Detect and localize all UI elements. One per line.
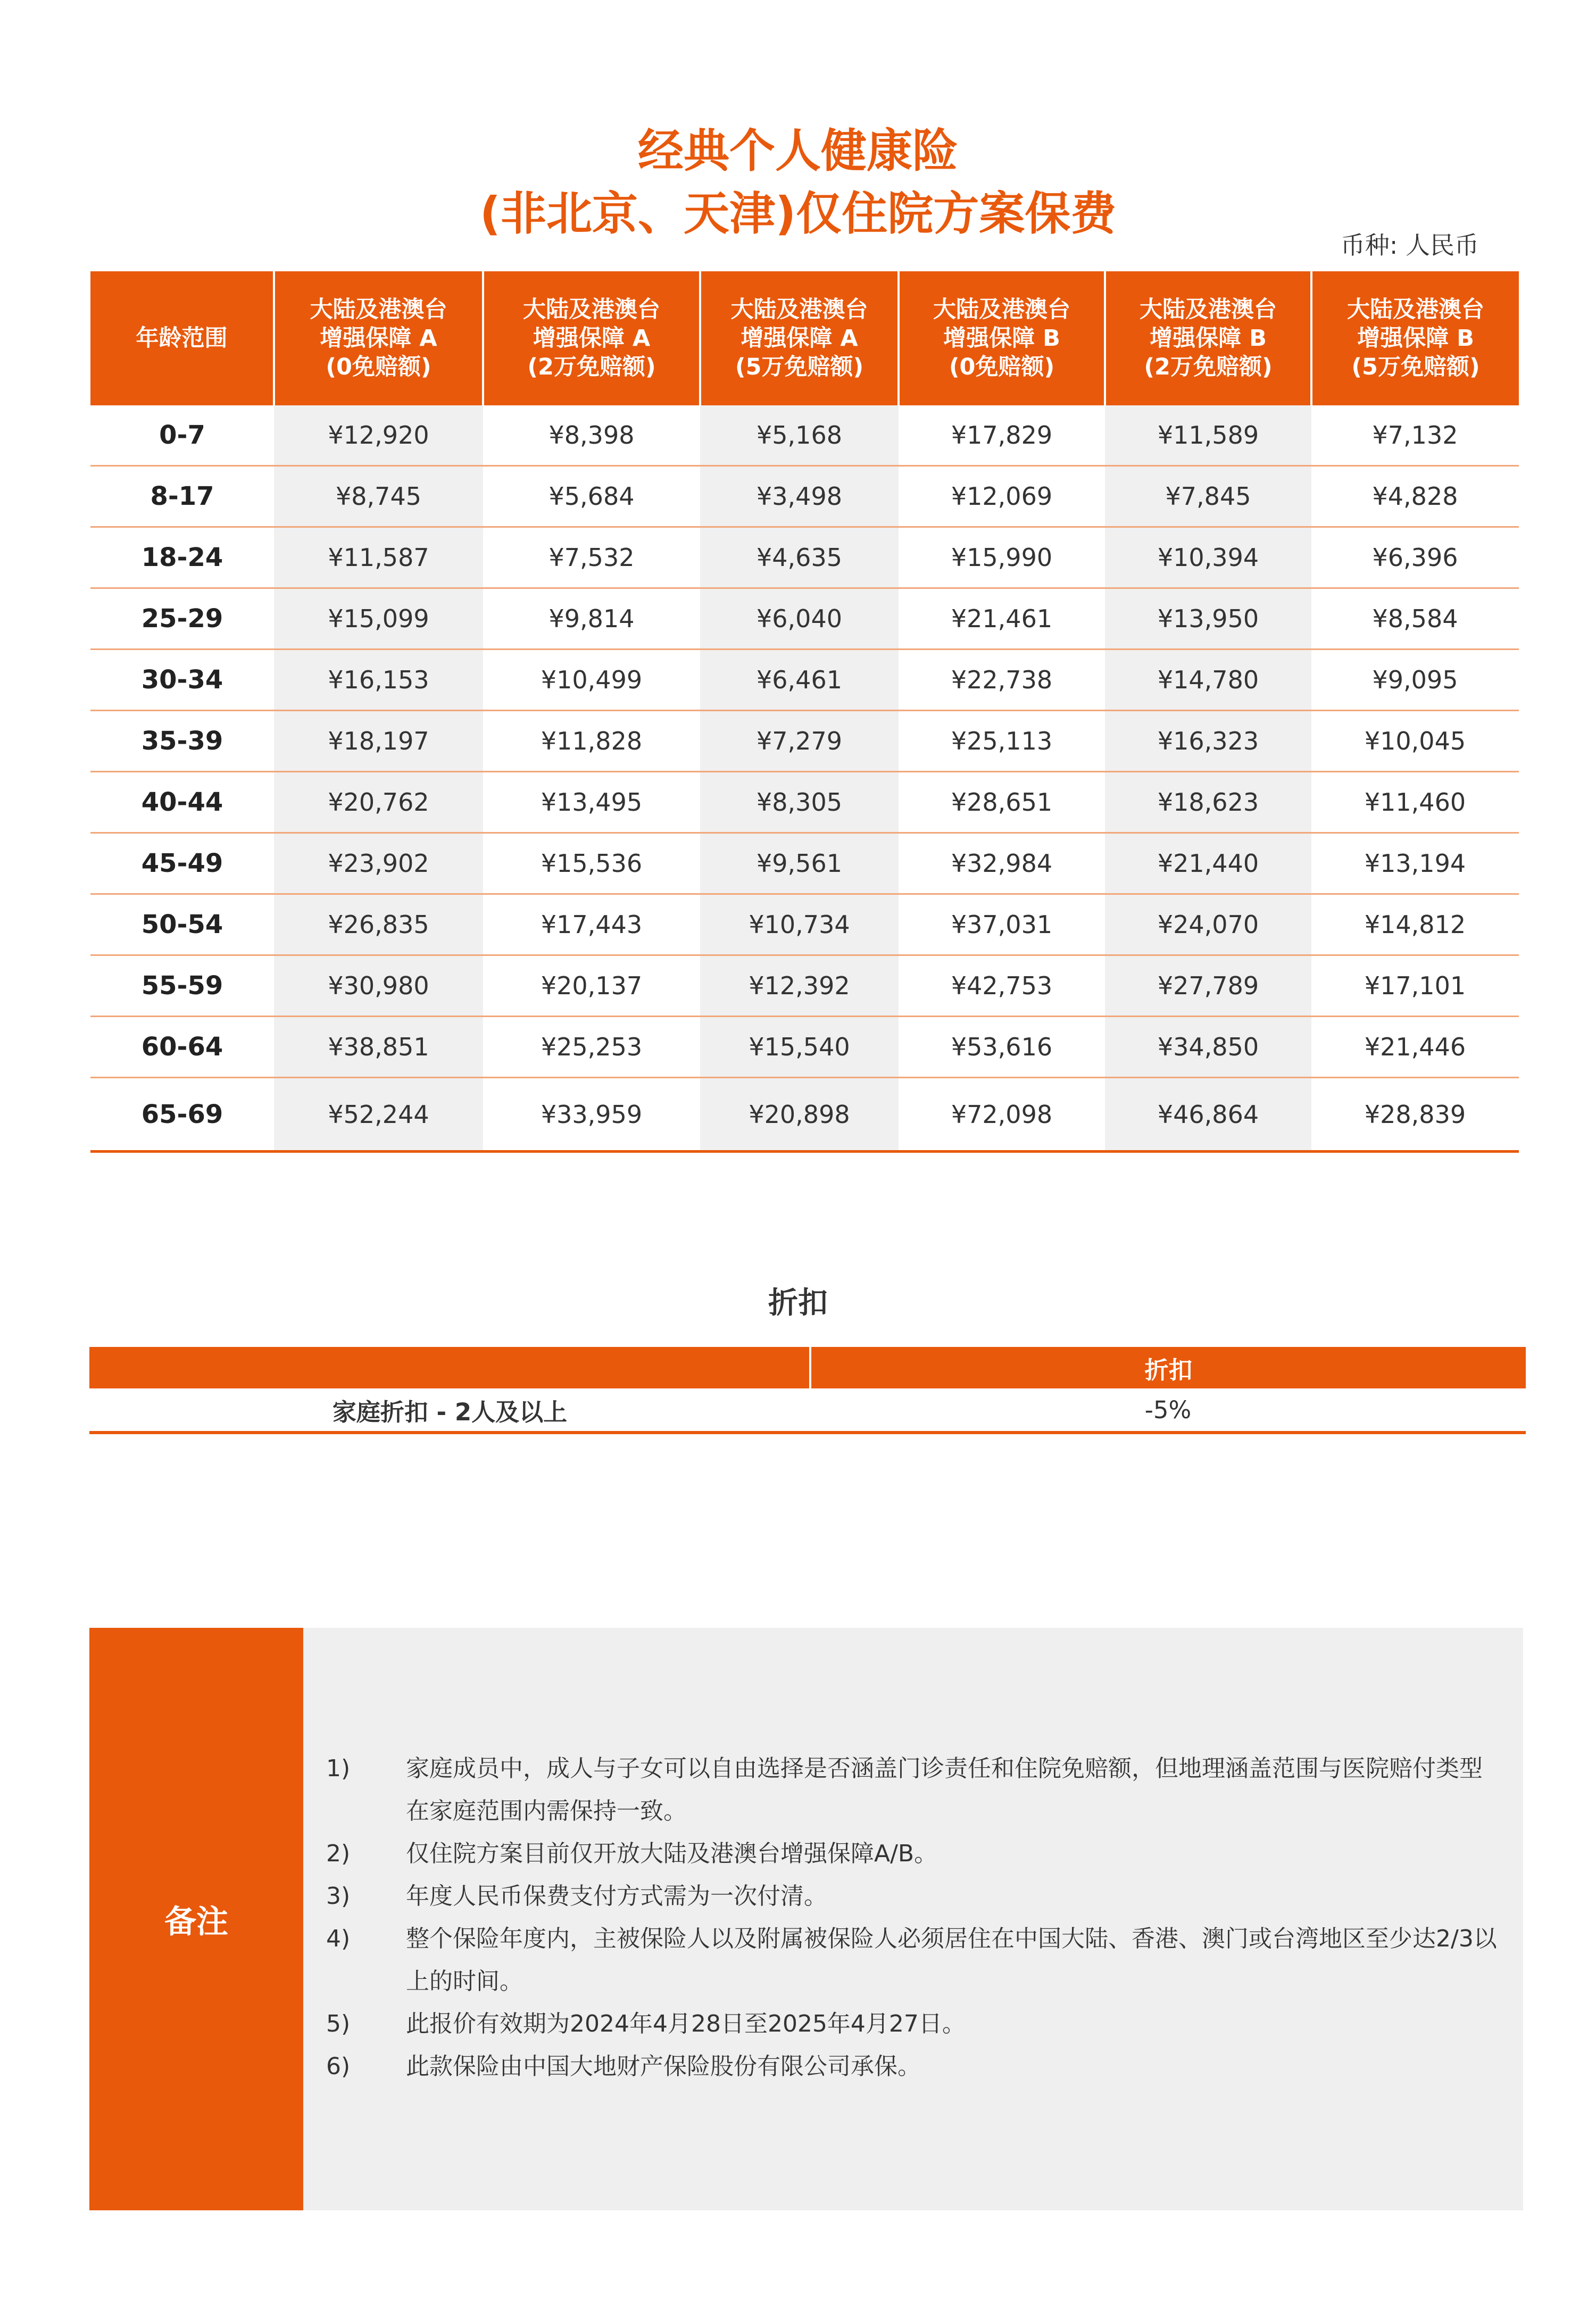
table-row <box>90 955 1519 1017</box>
premium-cell: ¥20,762 <box>274 772 483 833</box>
premium-cell: ¥10,499 <box>483 650 700 711</box>
age-range-cell: 40-44 <box>90 772 274 833</box>
age-range-cell: 8-17 <box>90 466 274 527</box>
premium-cell: ¥7,279 <box>700 711 899 772</box>
title-line-2: (非北京、天津)仅住院方案保费 <box>479 187 1117 240</box>
note-item <box>326 1918 1504 2003</box>
premium-cell: ¥16,153 <box>274 650 483 711</box>
note-item <box>326 1875 1504 1918</box>
premium-cell: ¥25,253 <box>483 1017 700 1078</box>
discount-header-empty <box>89 1347 810 1388</box>
note-item <box>326 2003 1504 2045</box>
discount-row-label: 家庭折扣 - 2人及以上 <box>89 1388 810 1433</box>
note-number: 4) <box>326 1925 351 1952</box>
premium-cell: ¥17,101 <box>1311 955 1519 1017</box>
discount-title: 折扣 <box>768 1286 828 1320</box>
header-line: (0免赔额) <box>326 354 431 380</box>
header-line: 增强保障 B <box>1357 325 1474 352</box>
age-range-cell: 60-64 <box>90 1017 274 1078</box>
premium-cell: ¥11,460 <box>1311 772 1519 833</box>
premium-cell: ¥3,498 <box>700 466 899 527</box>
note-text: 整个保险年度内，主被保险人以及附属被保险人必须居住在中国大陆、香港、澳门或台湾地区至少达2/3以上的时间。 <box>406 1925 1497 1995</box>
header-line: 大陆及港澳台 <box>730 296 868 323</box>
premium-cell: ¥15,540 <box>700 1017 899 1078</box>
table-row <box>90 405 1519 466</box>
premium-header-col-2 <box>483 271 700 405</box>
premium-cell: ¥10,394 <box>1105 527 1311 588</box>
age-range-cell: 30-34 <box>90 650 274 711</box>
table-row <box>90 711 1519 772</box>
premium-cell: ¥12,392 <box>700 955 899 1017</box>
premium-header-col-3 <box>700 271 899 405</box>
premium-cell: ¥7,532 <box>483 527 700 588</box>
premium-cell: ¥10,045 <box>1311 711 1519 772</box>
table-row <box>90 894 1519 955</box>
premium-cell: ¥6,396 <box>1311 527 1519 588</box>
note-text: 此款保险由中国大地财产保险股份有限公司承保。 <box>406 2053 921 2080</box>
header-line: 增强保障 B <box>943 325 1060 352</box>
premium-cell: ¥22,738 <box>899 650 1105 711</box>
premium-cell: ¥15,990 <box>899 527 1105 588</box>
premium-cell: ¥24,070 <box>1105 894 1311 955</box>
header-line: 增强保障 A <box>741 325 858 352</box>
premium-cell: ¥15,536 <box>483 833 700 894</box>
discount-row-value: -5% <box>810 1388 1526 1433</box>
note-text: 家庭成员中，成人与子女可以自由选择是否涵盖门诊责任和住院免赔额，但地理涵盖范围与医院赔付类型在家庭范围内需保持一致。 <box>406 1755 1483 1825</box>
age-range-cell: 45-49 <box>90 833 274 894</box>
premium-cell: ¥13,495 <box>483 772 700 833</box>
premium-cell: ¥8,398 <box>483 405 700 466</box>
premium-cell: ¥14,812 <box>1311 894 1519 955</box>
premium-header-col-0 <box>90 271 274 405</box>
premium-cell: ¥6,461 <box>700 650 899 711</box>
note-number: 3) <box>326 1883 351 1910</box>
age-range-cell: 25-29 <box>90 588 274 650</box>
premium-cell: ¥4,828 <box>1311 466 1519 527</box>
table-row <box>90 588 1519 650</box>
premium-cell: ¥7,132 <box>1311 405 1519 466</box>
premium-cell: ¥21,440 <box>1105 833 1311 894</box>
premium-header-col-4 <box>899 271 1105 405</box>
currency-label: 币种: 人民币 <box>1340 231 1479 260</box>
note-number: 1) <box>326 1755 351 1782</box>
premium-cell: ¥8,745 <box>274 466 483 527</box>
premium-cell: ¥37,031 <box>899 894 1105 955</box>
premium-cell: ¥52,244 <box>274 1078 483 1152</box>
note-number: 6) <box>326 2053 351 2080</box>
notes-label: 备注 <box>89 1628 303 2210</box>
premium-cell: ¥18,197 <box>274 711 483 772</box>
premium-cell: ¥18,623 <box>1105 772 1311 833</box>
note-text: 年度人民币保费支付方式需为一次付清。 <box>406 1883 827 1910</box>
premium-header-col-1 <box>274 271 483 405</box>
premium-cell: ¥42,753 <box>899 955 1105 1017</box>
premium-cell: ¥20,898 <box>700 1078 899 1152</box>
table-row <box>90 772 1519 833</box>
premium-cell: ¥33,959 <box>483 1078 700 1152</box>
premium-cell: ¥11,587 <box>274 527 483 588</box>
premium-cell: ¥13,950 <box>1105 588 1311 650</box>
premium-cell: ¥32,984 <box>899 833 1105 894</box>
premium-cell: ¥11,589 <box>1105 405 1311 466</box>
age-range-cell: 55-59 <box>90 955 274 1017</box>
header-line: (2万免赔额) <box>1144 354 1273 380</box>
premium-table <box>90 271 1519 1153</box>
premium-cell: ¥17,443 <box>483 894 700 955</box>
header-line: (0免赔额) <box>949 354 1055 380</box>
discount-table <box>89 1347 1526 1434</box>
premium-cell: ¥21,461 <box>899 588 1105 650</box>
premium-cell: ¥72,098 <box>899 1078 1105 1152</box>
premium-cell: ¥17,829 <box>899 405 1105 466</box>
premium-cell: ¥25,113 <box>899 711 1105 772</box>
premium-table-body <box>90 405 1519 1152</box>
title-line-1: 经典个人健康险 <box>638 124 958 178</box>
premium-cell: ¥6,040 <box>700 588 899 650</box>
age-range-cell: 65-69 <box>90 1078 274 1152</box>
premium-cell: ¥11,828 <box>483 711 700 772</box>
premium-cell: ¥8,584 <box>1311 588 1519 650</box>
premium-cell: ¥4,635 <box>700 527 899 588</box>
premium-cell: ¥20,137 <box>483 955 700 1017</box>
premium-cell: ¥28,839 <box>1311 1078 1519 1152</box>
premium-cell: ¥7,845 <box>1105 466 1311 527</box>
table-row <box>90 527 1519 588</box>
premium-cell: ¥38,851 <box>274 1017 483 1078</box>
age-range-cell: 18-24 <box>90 527 274 588</box>
header-line: 大陆及港澳台 <box>310 296 447 323</box>
header-line: (2万免赔额) <box>527 354 656 380</box>
premium-cell: ¥9,561 <box>700 833 899 894</box>
premium-header-col-5 <box>1105 271 1311 405</box>
table-row <box>90 833 1519 894</box>
premium-cell: ¥12,069 <box>899 466 1105 527</box>
premium-cell: ¥9,814 <box>483 588 700 650</box>
premium-cell: ¥9,095 <box>1311 650 1519 711</box>
premium-cell: ¥16,323 <box>1105 711 1311 772</box>
header-line: (5万免赔额) <box>735 354 864 380</box>
premium-cell: ¥5,168 <box>700 405 899 466</box>
header-line: 大陆及港澳台 <box>1347 296 1484 323</box>
premium-cell: ¥34,850 <box>1105 1017 1311 1078</box>
age-range-cell: 0-7 <box>90 405 274 466</box>
premium-cell: ¥10,734 <box>700 894 899 955</box>
premium-cell: ¥5,684 <box>483 466 700 527</box>
age-range-cell: 50-54 <box>90 894 274 955</box>
premium-cell: ¥53,616 <box>899 1017 1105 1078</box>
premium-cell: ¥27,789 <box>1105 955 1311 1017</box>
premium-table-header-row <box>90 271 1519 405</box>
table-row <box>90 1017 1519 1078</box>
age-range-cell: 35-39 <box>90 711 274 772</box>
premium-cell: ¥30,980 <box>274 955 483 1017</box>
premium-cell: ¥26,835 <box>274 894 483 955</box>
discount-header-row <box>89 1347 1526 1388</box>
premium-header-col-6 <box>1311 271 1519 405</box>
header-line: 增强保障 A <box>533 325 651 352</box>
premium-cell: ¥13,194 <box>1311 833 1519 894</box>
header-line: 增强保障 B <box>1150 325 1267 352</box>
note-item <box>326 1748 1504 1833</box>
premium-cell: ¥15,099 <box>274 588 483 650</box>
header-line: 大陆及港澳台 <box>1140 296 1277 323</box>
header-line: 增强保障 A <box>320 325 437 352</box>
note-text: 此报价有效期为2024年4月28日至2025年4月27日。 <box>406 2010 966 2037</box>
premium-cell: ¥12,920 <box>274 405 483 466</box>
notes-list <box>326 1748 1504 2088</box>
note-item <box>326 1833 1504 1875</box>
discount-row <box>89 1388 1526 1433</box>
premium-cell: ¥28,651 <box>899 772 1105 833</box>
header-line: (5万免赔额) <box>1351 354 1480 380</box>
premium-cell: ¥14,780 <box>1105 650 1311 711</box>
notes-panel <box>89 1628 1523 2210</box>
note-number: 5) <box>326 2010 351 2037</box>
premium-cell: ¥23,902 <box>274 833 483 894</box>
note-number: 2) <box>326 1840 351 1867</box>
table-row <box>90 650 1519 711</box>
note-item <box>326 2045 1504 2088</box>
premium-cell: ¥46,864 <box>1105 1078 1311 1152</box>
header-line: 年龄范围 <box>136 325 228 352</box>
discount-header-label: 折扣 <box>810 1347 1526 1388</box>
premium-cell: ¥21,446 <box>1311 1017 1519 1078</box>
header-line: 大陆及港澳台 <box>523 296 660 323</box>
header-line: 大陆及港澳台 <box>933 296 1070 323</box>
premium-cell: ¥8,305 <box>700 772 899 833</box>
note-text: 仅住院方案目前仅开放大陆及港澳台增强保障A/B。 <box>406 1840 938 1867</box>
table-row <box>90 1078 1519 1152</box>
table-row <box>90 466 1519 527</box>
